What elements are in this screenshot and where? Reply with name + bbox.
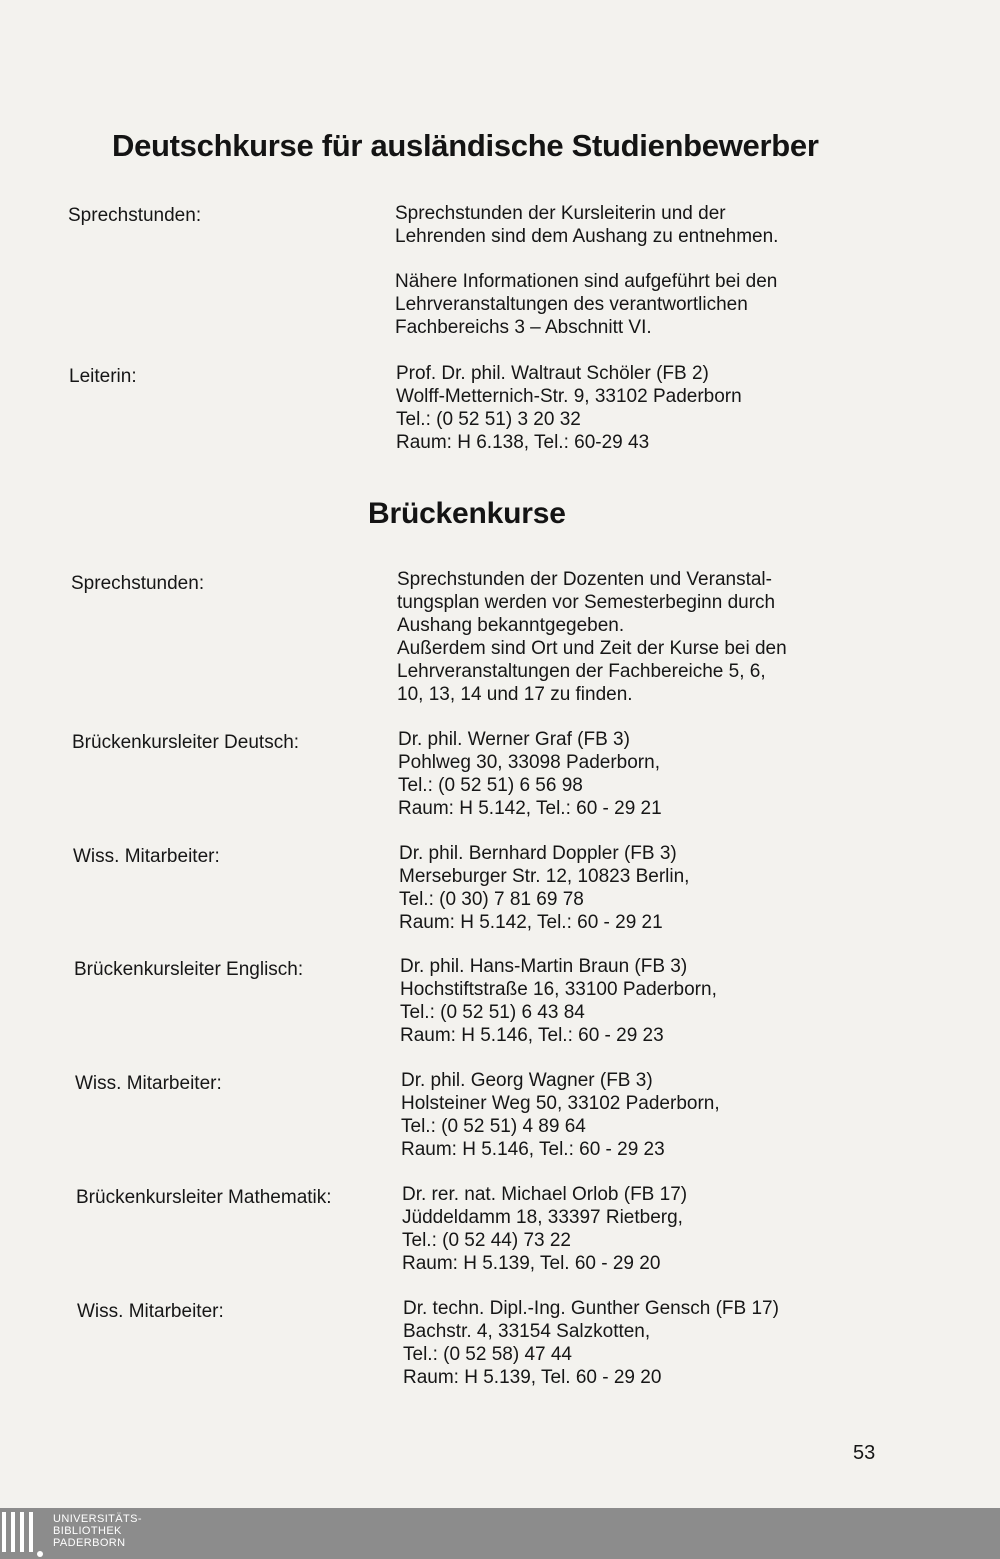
entry-line: Raum: H 6.138, Tel.: 60-29 43	[396, 432, 650, 453]
entry-value	[402, 1183, 687, 1275]
entry-line: Dr. phil. Werner Graf (FB 3)	[398, 729, 630, 750]
entry-value	[399, 842, 689, 934]
entry-line: Dr. phil. Hans-Martin Braun (FB 3)	[400, 956, 688, 977]
entry-label: Wiss. Mitarbeiter:	[77, 1301, 224, 1322]
section-title-deutschkurse: Deutschkurse für ausländische Studienbewerber	[112, 128, 819, 163]
entry-line: Prof. Dr. phil. Waltraut Schöler (FB 2)	[396, 363, 709, 384]
entry-line: Raum: H 5.142, Tel.: 60 - 29 21	[398, 798, 662, 819]
entry-value	[397, 568, 787, 706]
entry-line: Wolff-Metternich-Str. 9, 33102 Paderborn	[396, 386, 742, 407]
entry-line: Pohlweg 30, 33098 Paderborn,	[398, 752, 660, 773]
entry-value	[403, 1297, 779, 1389]
entry-label: Brückenkursleiter Mathematik:	[76, 1187, 332, 1208]
entry-line: Raum: H 5.139, Tel. 60 - 29 20	[402, 1253, 661, 1274]
entry-label: Sprechstunden:	[68, 205, 202, 226]
entry-line: Tel.: (0 52 58) 47 44	[403, 1344, 572, 1365]
library-logo-icon	[2, 1512, 33, 1556]
entry-label: Wiss. Mitarbeiter:	[75, 1073, 222, 1094]
library-logo-text	[53, 1513, 142, 1549]
entry-line: Tel.: (0 52 51) 3 20 32	[396, 409, 581, 430]
entry-line: Tel.: (0 52 51) 4 89 64	[401, 1116, 586, 1137]
entry-value	[398, 728, 662, 820]
entry-line: Sprechstunden der Dozenten und Veranstal-	[397, 569, 772, 590]
entry-label: Leiterin:	[69, 366, 137, 387]
entry-line: Aushang bekanntgegeben.	[397, 615, 625, 636]
entry-line: Lehrenden sind dem Aushang zu entnehmen.	[395, 226, 779, 247]
entry-value	[395, 202, 778, 339]
page-number: 53	[853, 1442, 876, 1464]
entry-value	[396, 362, 742, 454]
entry-line: Sprechstunden der Kursleiterin und der	[395, 203, 726, 224]
entry-line: Bachstr. 4, 33154 Salzkotten,	[403, 1321, 651, 1342]
entry-line	[395, 248, 778, 270]
entry-line: Jüddeldamm 18, 33397 Rietberg,	[402, 1207, 683, 1228]
entry-line: Holsteiner Weg 50, 33102 Paderborn,	[401, 1093, 720, 1114]
entry-line: Dr. phil. Georg Wagner (FB 3)	[401, 1070, 653, 1091]
entry-line: Raum: H 5.146, Tel.: 60 - 29 23	[401, 1139, 665, 1160]
entry-line: Tel.: (0 52 51) 6 43 84	[400, 1002, 585, 1023]
entry-line: Merseburger Str. 12, 10823 Berlin,	[399, 866, 690, 887]
logo-line: BIBLIOTHEK	[53, 1525, 122, 1537]
entry-line: Hochstiftstraße 16, 33100 Paderborn,	[400, 979, 717, 1000]
logo-line: UNIVERSITÄTS-	[53, 1513, 142, 1525]
logo-line: PADERBORN	[53, 1537, 126, 1549]
entry-line: Fachbereichs 3 – Abschnitt VI.	[395, 317, 652, 338]
section-title-brueckenkurse: Brückenkurse	[368, 497, 566, 530]
entry-line: Tel.: (0 30) 7 81 69 78	[399, 889, 584, 910]
entry-line: Raum: H 5.142, Tel.: 60 - 29 21	[399, 912, 663, 933]
entry-label: Wiss. Mitarbeiter:	[73, 846, 220, 867]
entry-line: Dr. techn. Dipl.-Ing. Gunther Gensch (FB 17)	[403, 1298, 779, 1319]
entry-label: Brückenkursleiter Deutsch:	[72, 732, 300, 753]
entry-line: Tel.: (0 52 44) 73 22	[402, 1230, 571, 1251]
logo-dot-icon	[37, 1551, 43, 1557]
entry-value	[401, 1069, 720, 1161]
entry-line: Dr. rer. nat. Michael Orlob (FB 17)	[402, 1184, 688, 1205]
entry-label: Sprechstunden:	[71, 573, 205, 594]
library-footer	[0, 1508, 1000, 1559]
entry-line: tungsplan werden vor Semesterbeginn durch	[397, 592, 776, 613]
entry-line: Lehrveranstaltungen der Fachbereiche 5, 6,	[397, 661, 766, 682]
entry-line: Lehrveranstaltungen des verantwortlichen	[395, 294, 748, 315]
entry-line: Raum: H 5.146, Tel.: 60 - 29 23	[400, 1025, 664, 1046]
entry-line: Außerdem sind Ort und Zeit der Kurse bei den	[397, 638, 787, 659]
entry-line: Raum: H 5.139, Tel. 60 - 29 20	[403, 1367, 662, 1388]
entry-line: Tel.: (0 52 51) 6 56 98	[398, 775, 583, 796]
entry-line: Nähere Informationen sind aufgeführt bei den	[395, 271, 778, 292]
entry-line: Dr. phil. Bernhard Doppler (FB 3)	[399, 843, 677, 864]
entry-line: 10, 13, 14 und 17 zu finden.	[397, 684, 633, 705]
entry-label: Brückenkursleiter Englisch:	[74, 959, 304, 980]
entry-value	[400, 955, 717, 1047]
